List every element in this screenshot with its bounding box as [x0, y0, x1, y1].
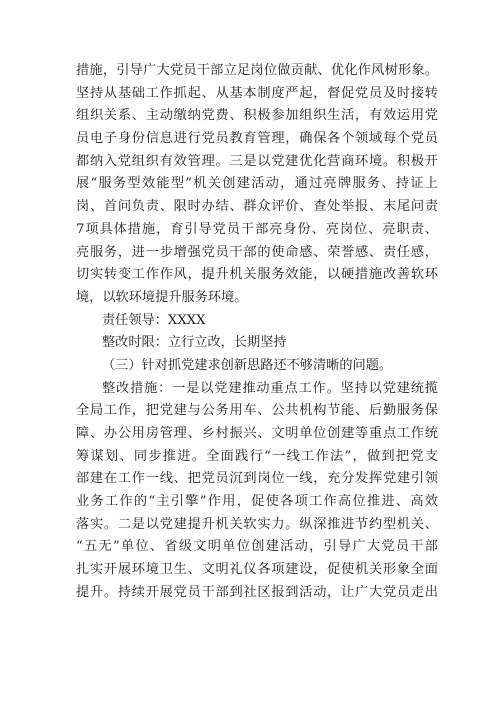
text-line: 亮服务，进一步增强党员干部的使命感、荣誉感、责任感， — [76, 244, 438, 260]
text-line: 全局工作，把党建与公务用车、公共机构节能、后勤服务保 — [76, 403, 438, 419]
text-line: 切实转变工作作风，提升机关服务效能，以硬措施改善软环 — [76, 267, 438, 283]
text-line: 部建在工作一线、把党员沉到岗位一线，充分发挥党建引领 — [76, 471, 438, 487]
text-line: 境，以软环境提升服务环境。 — [76, 289, 248, 305]
text-line: 障、办公用房管理、乡村振兴、文明单位创建等重点工作统 — [76, 426, 438, 441]
text-line: 提升。持续开展党员干部到社区报到活动，让广大党员走出 — [76, 584, 438, 600]
responsible-leader: 责任领导：XXXX — [102, 312, 206, 328]
text-line: 岗、首问负责、限时办结、群众评价、查处举报、末尾问责 — [76, 199, 438, 215]
text-line: 筹谋划、同步推进。全面践行“一线工作法”，做到把党支 — [76, 448, 438, 464]
document-page — [76, 60, 438, 605]
text-line: 扎实开展环境卫生、文明礼仪各项建设，促使机关形象全面 — [76, 562, 438, 578]
text-line: 都纳入党组织有效管理。三是以党建优化营商环境。积极开 — [76, 153, 438, 169]
text-line: 落实。二是以党建提升机关软实力。纵深推进节约型机关、 — [76, 516, 438, 532]
text-line: 坚持从基础工作抓起、从基本制度严起，督促党员及时接转 — [76, 85, 438, 101]
text-line: “五无”单位、省级文明单位创建活动，引导广大党员干部 — [76, 539, 438, 555]
text-line: 措施，引导广大党员干部立足岗位做贡献、优化作风树形象。 — [76, 63, 438, 78]
section-heading: （三）针对抓党建求创新思路还不够清晰的问题。 — [102, 357, 393, 373]
rectification-deadline: 整改时限：立行立改，长期坚持 — [102, 335, 287, 351]
text-line: 组织关系、主动缴纳党费、积极参加组织生活，有效运用党 — [76, 108, 438, 124]
text-line: 展“服务型效能型”机关创建活动，通过亮牌服务、持证上 — [76, 176, 438, 192]
text-line: 7项具体措施，育引导党员干部亮身份、亮岗位、亮职责、 — [76, 221, 438, 237]
text-line: 整改措施：一是以党建推动重点工作。坚持以党建统揽 — [102, 380, 438, 396]
text-line: 业务工作的“主引擎”作用，促使各项工作高位推进、高效 — [76, 494, 438, 510]
text-line: 员电子身份信息进行党员教育管理，确保各个领域每个党员 — [76, 131, 438, 147]
